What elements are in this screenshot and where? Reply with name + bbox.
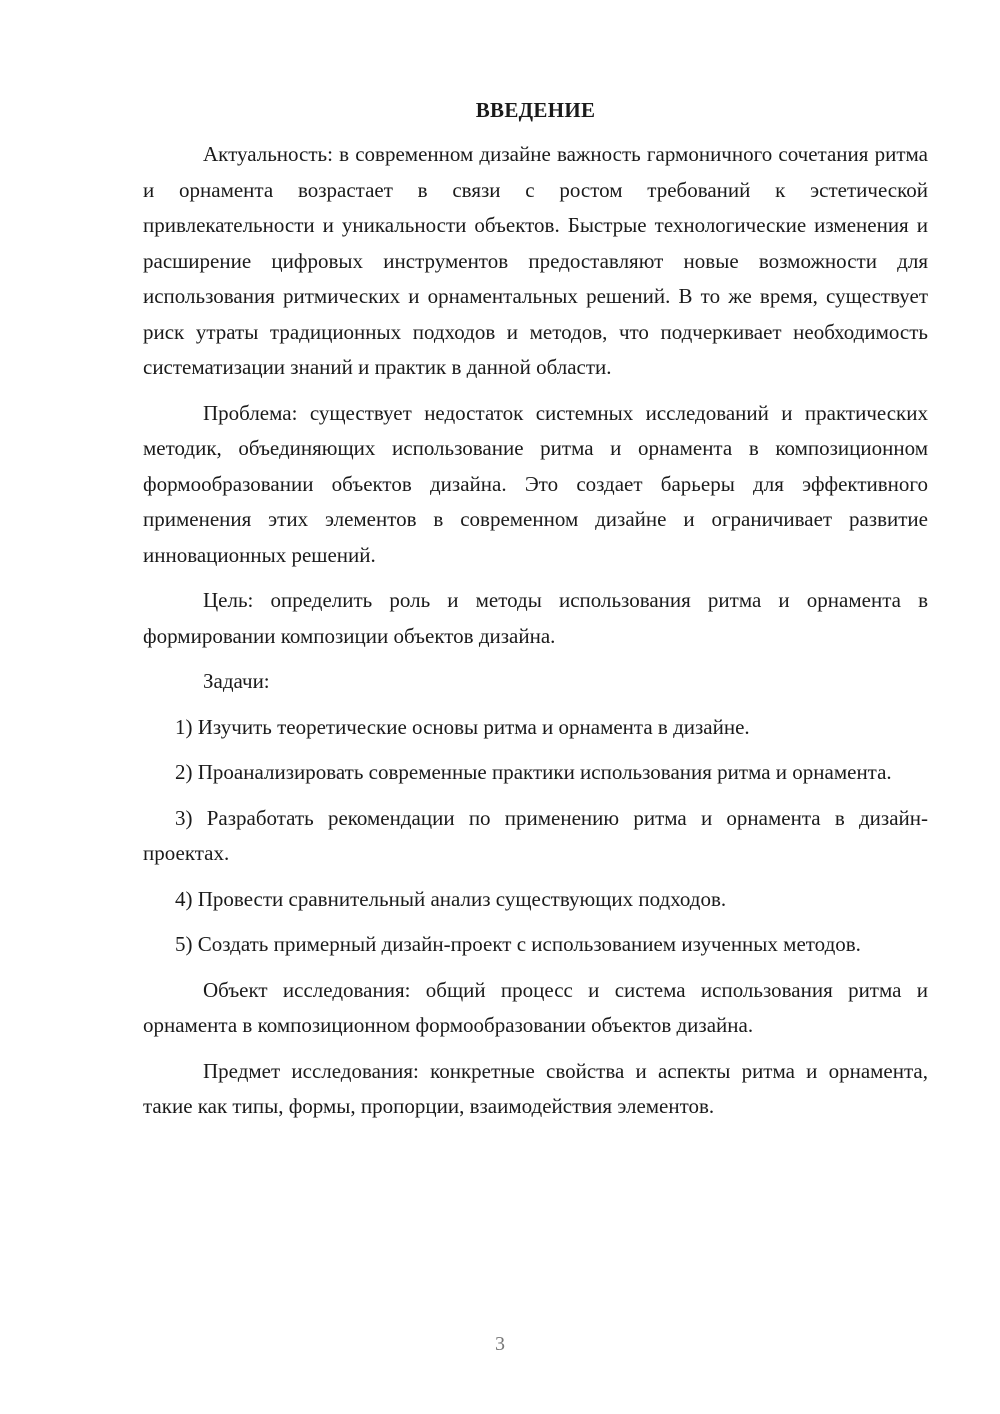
document-page (143, 95, 928, 1135)
tasks-heading: Задачи: (203, 669, 270, 693)
problem-paragraph: Проблема: существует недостаток системных исследований и практических методик, объединяющих использование ритма и орнамента в композиционном формообразовании объектов дизайна. Это создает барьеры для эффективного применения этих элементов в современном дизайне и ограничивает развитие инновационных решений. (143, 400, 928, 567)
task-item-5: 5) Создать примерный дизайн-проект с использованием изученных методов. (175, 932, 861, 956)
task-item-4: 4) Провести сравнительный анализ существующих подходов. (175, 886, 727, 911)
object-paragraph: Объект исследования: общий процесс и система использования ритма и орнамента в композиционном формообразовании объектов дизайна. (143, 977, 928, 1037)
goal-paragraph: Цель: определить роль и методы использования ритма и орнамента в формировании композиции объектов дизайна. (143, 588, 928, 648)
actuality-paragraph: Актуальность: в современном дизайне важность гармоничного сочетания ритма и орнамента возрастает в связи с ростом требований к эстетической привлекательности и уникальности объектов. Быстрые технологические изменения и расширение цифровых инструментов предоставляют новые возможности для использования ритмических и орнаментальных решений. В то же время, существует риск утраты традиционных подходов и методов, что подчеркивает необходимость систематизации знаний и практик в данной области. (143, 142, 928, 379)
task-item-1: 1) Изучить теоретические основы ритма и орнамента в дизайне. (175, 714, 750, 739)
task-item-3: 3) Разработать рекомендации по применению ритма и орнамента в дизайн-проектах. (143, 805, 928, 865)
section-title: ВВЕДЕНИЕ (475, 98, 596, 122)
subject-paragraph: Предмет исследования: конкретные свойства и аспекты ритма и орнамента, такие как типы, формы, пропорции, взаимодействия элементов. (143, 1058, 928, 1118)
task-item-2: 2) Проанализировать современные практики использования ритма и орнамента. (175, 760, 892, 784)
page-number: 3 (495, 1333, 505, 1355)
